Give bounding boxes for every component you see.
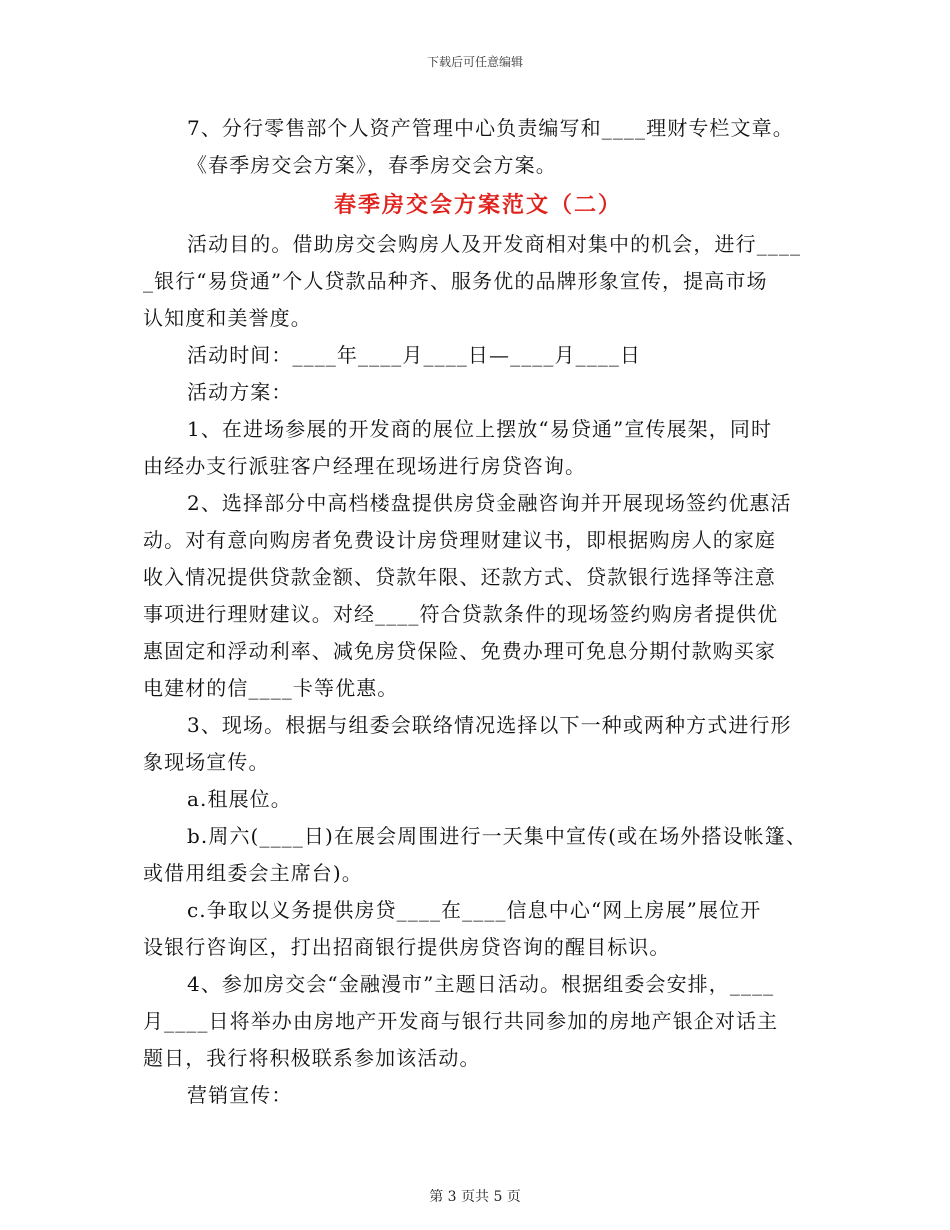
item-4-cont: 题日，我行将积极联系参加该活动。 xyxy=(143,1046,481,1070)
plan-heading: 活动方案： xyxy=(187,380,293,404)
sub-item-c: c.争取以义务提供房贷____在____信息中心“网上房展”展位开 xyxy=(187,898,762,922)
item-3-line: 3、现场。根据与组委会联络情况选择以下一种或两种方式进行形 xyxy=(187,713,792,737)
item-1-cont: 由经办支行派驻客户经理在现场进行房贷咨询。 xyxy=(143,454,587,478)
document-body xyxy=(143,110,813,1114)
item-7-line: 7、分行零售部个人资产管理中心负责编写和____理财专栏文章。 xyxy=(187,116,794,140)
marketing-heading: 营销宣传： xyxy=(187,1083,293,1107)
sub-item-a: a.租展位。 xyxy=(187,787,292,811)
section-title: 春季房交会方案范文（二） xyxy=(333,192,622,218)
page-footer: 第 3 页共 5 页 xyxy=(429,1189,521,1205)
item-2-cont: 惠固定和浮动利率、减免房贷保险、免费办理可免息分期付款购买家 xyxy=(143,639,776,663)
item-4-cont: 月____日将举办由房地产开发商与银行共同参加的房地产银企对话主 xyxy=(143,1009,779,1033)
item-2-cont: 事项进行理财建议。对经____符合贷款条件的现场签约购房者提供优 xyxy=(143,602,779,626)
item-3-cont: 象现场宣传。 xyxy=(143,750,270,774)
purpose-line-cont: 认知度和美誉度。 xyxy=(143,306,312,330)
sub-item-b-cont: 或借用组委会主席台)。 xyxy=(143,861,363,885)
item-2-cont: 动。对有意向购房者免费设计房贷理财建议书，即根据购房人的家庭 xyxy=(143,528,776,552)
purpose-line-cont: _银行“易贷通”个人贷款品种齐、服务优的品牌形象宣传，提高市场 xyxy=(143,269,768,293)
item-2-cont: 收入情况提供贷款金额、贷款年限、还款方式、贷款银行选择等注意 xyxy=(143,565,776,589)
item-4-line: 4、参加房交会“金融漫市”主题日活动。根据组委会安排，____ xyxy=(187,972,775,996)
item-2-cont: 电建材的信____卡等优惠。 xyxy=(143,676,399,700)
paragraph-line: 《春季房交会方案》，春季房交会方案。 xyxy=(187,153,557,177)
purpose-line: 活动目的。借助房交会购房人及开发商相对集中的机会，进行____ xyxy=(187,232,802,256)
page-header: 下载后可任意编辑 xyxy=(426,55,523,69)
time-line: 活动时间：____年____月____日—____月____日 xyxy=(187,343,642,367)
item-2-line: 2、选择部分中高档楼盘提供房贷金融咨询并开展现场签约优惠活 xyxy=(187,491,792,515)
item-1-line: 1、在进场参展的开发商的展位上摆放“易贷通”宣传展架，同时 xyxy=(187,417,773,441)
sub-item-b: b.周六(____日)在展会周围进行一天集中宣传(或在场外搭设帐篷、 xyxy=(187,824,807,848)
sub-item-c-cont: 设银行咨询区，打出招商银行提供房贷咨询的醒目标识。 xyxy=(143,935,671,959)
